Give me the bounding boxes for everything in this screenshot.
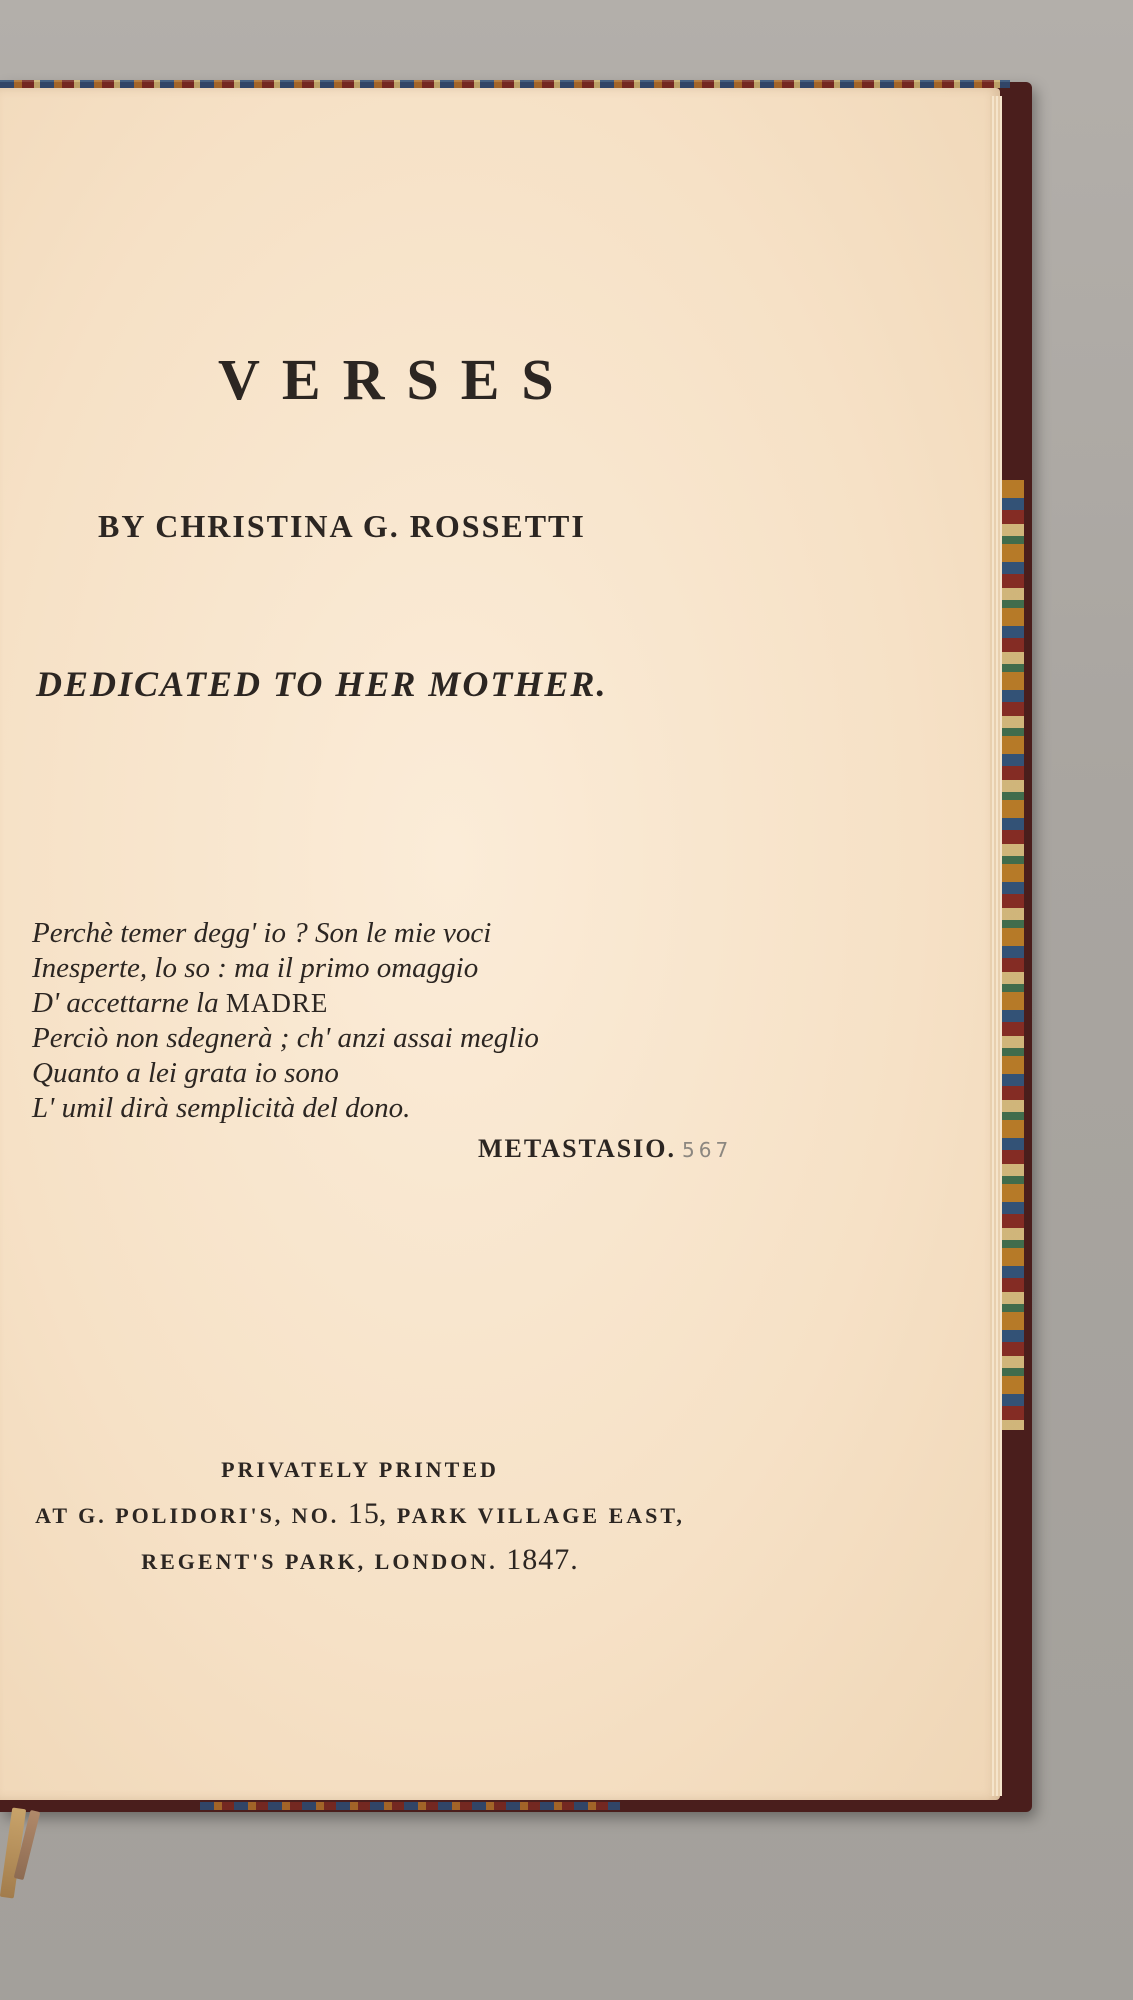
epigraph-poem	[32, 916, 539, 1126]
imprint-line-1: PRIVATELY PRINTED	[221, 1457, 499, 1482]
poem-line-1: Perchè temer degg' io ? Son le mie voci	[32, 917, 492, 949]
imprint-line-2	[0, 1492, 720, 1538]
imprint-city: REGENT'S PARK, LONDON.	[141, 1549, 507, 1574]
epigraph-attribution: METASTASIO.	[478, 1134, 677, 1163]
dedication: DEDICATED TO HER MOTHER.	[36, 664, 608, 704]
poem-line-3-text: D' accettarne la	[32, 987, 226, 1019]
poem-line-5: Quanto a lei grata io sono	[32, 1057, 339, 1089]
poem-line-4: Perciò non sdegnerà ; ch' anzi assai meglio	[32, 1022, 539, 1054]
poem-line-3	[32, 986, 539, 1021]
book-title: VERSES	[218, 347, 576, 412]
imprint-house-number: 15	[347, 1497, 380, 1530]
page-edge	[990, 96, 1002, 1796]
imprint-year: 1847.	[506, 1543, 579, 1576]
poem-line-2: Inesperte, lo so : ma il primo omaggio	[32, 952, 479, 984]
title-page	[0, 88, 1000, 1800]
imprint-address: AT G. POLIDORI'S, NO.	[35, 1503, 348, 1528]
pencil-annotation: 567	[682, 1138, 733, 1162]
author-byline: BY CHRISTINA G. ROSSETTI	[98, 508, 586, 544]
marbled-endpaper-edge	[1002, 480, 1024, 1430]
poem-word-madre: MADRE	[225, 988, 329, 1018]
imprint	[0, 1448, 720, 1584]
poem-line-6: L' umil dirà semplicità del dono.	[32, 1092, 411, 1124]
marbled-endpaper-bottom	[200, 1802, 620, 1810]
imprint-street: , PARK VILLAGE EAST,	[379, 1503, 685, 1528]
imprint-line-3	[0, 1538, 720, 1584]
marbled-endpaper-top	[0, 80, 1010, 88]
